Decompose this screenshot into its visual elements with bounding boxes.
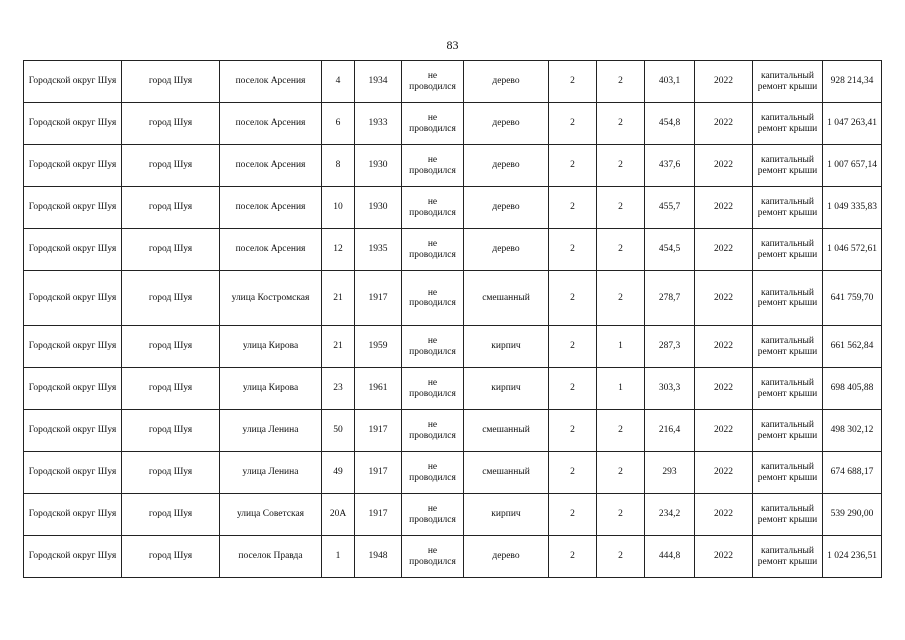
cell-plan-year: 2022 (695, 187, 753, 229)
cell-year-built: 1934 (355, 61, 402, 103)
cell-city: город Шуя (122, 536, 220, 578)
cell-city: город Шуя (122, 452, 220, 494)
cell-floors: 2 (549, 103, 597, 145)
cell-municipality: Городской округ Шуя (24, 368, 122, 410)
cell-plan-year: 2022 (695, 326, 753, 368)
cell-work-type: капитальный ремонт крыши (753, 187, 823, 229)
cell-area: 444,8 (645, 536, 695, 578)
cell-street: улица Советская (220, 494, 322, 536)
cell-house-number: 20А (322, 494, 355, 536)
cell-house-number: 21 (322, 271, 355, 326)
table-row (24, 494, 882, 536)
cell-last-repair: не проводился (402, 103, 464, 145)
cell-entrances: 1 (597, 326, 645, 368)
cell-wall-material: кирпич (464, 326, 549, 368)
cell-entrances: 2 (597, 452, 645, 494)
cell-work-type: капитальный ремонт крыши (753, 536, 823, 578)
cell-year-built: 1948 (355, 536, 402, 578)
cell-street: поселок Арсения (220, 61, 322, 103)
cell-work-type: капитальный ремонт крыши (753, 494, 823, 536)
cell-municipality: Городской округ Шуя (24, 271, 122, 326)
table-row (24, 187, 882, 229)
cell-entrances: 2 (597, 61, 645, 103)
cell-year-built: 1917 (355, 271, 402, 326)
cell-street: поселок Арсения (220, 229, 322, 271)
cell-floors: 2 (549, 229, 597, 271)
cell-house-number: 23 (322, 368, 355, 410)
cell-city: город Шуя (122, 103, 220, 145)
cell-entrances: 2 (597, 410, 645, 452)
cell-wall-material: кирпич (464, 368, 549, 410)
cell-work-type: капитальный ремонт крыши (753, 410, 823, 452)
cell-last-repair: не проводился (402, 536, 464, 578)
cell-plan-year: 2022 (695, 229, 753, 271)
cell-floors: 2 (549, 452, 597, 494)
cell-area: 293 (645, 452, 695, 494)
cell-wall-material: дерево (464, 187, 549, 229)
cell-floors: 2 (549, 326, 597, 368)
cell-plan-year: 2022 (695, 494, 753, 536)
cell-city: город Шуя (122, 494, 220, 536)
cell-cost: 498 302,12 (823, 410, 882, 452)
cell-area: 303,3 (645, 368, 695, 410)
cell-area: 454,5 (645, 229, 695, 271)
cell-last-repair: не проводился (402, 368, 464, 410)
cell-plan-year: 2022 (695, 368, 753, 410)
cell-street: поселок Арсения (220, 103, 322, 145)
cell-city: город Шуя (122, 271, 220, 326)
cell-floors: 2 (549, 187, 597, 229)
cell-house-number: 10 (322, 187, 355, 229)
cell-street: улица Кирова (220, 326, 322, 368)
cell-plan-year: 2022 (695, 410, 753, 452)
cell-plan-year: 2022 (695, 452, 753, 494)
cell-entrances: 1 (597, 368, 645, 410)
cell-year-built: 1930 (355, 145, 402, 187)
cell-work-type: капитальный ремонт крыши (753, 368, 823, 410)
cell-plan-year: 2022 (695, 271, 753, 326)
cell-city: город Шуя (122, 368, 220, 410)
page-number: 83 (446, 38, 459, 52)
cell-year-built: 1917 (355, 410, 402, 452)
cell-floors: 2 (549, 271, 597, 326)
cell-municipality: Городской округ Шуя (24, 145, 122, 187)
cell-cost: 1 024 236,51 (823, 536, 882, 578)
cell-year-built: 1917 (355, 452, 402, 494)
cell-area: 437,6 (645, 145, 695, 187)
housing-repair-table (23, 60, 882, 578)
table-row (24, 410, 882, 452)
table-body (24, 61, 882, 578)
table-row (24, 145, 882, 187)
cell-year-built: 1935 (355, 229, 402, 271)
cell-city: город Шуя (122, 187, 220, 229)
cell-work-type: капитальный ремонт крыши (753, 326, 823, 368)
table-row (24, 452, 882, 494)
cell-entrances: 2 (597, 536, 645, 578)
cell-work-type: капитальный ремонт крыши (753, 452, 823, 494)
cell-wall-material: смешанный (464, 452, 549, 494)
table-row (24, 103, 882, 145)
cell-plan-year: 2022 (695, 103, 753, 145)
cell-work-type: капитальный ремонт крыши (753, 229, 823, 271)
cell-last-repair: не проводился (402, 61, 464, 103)
cell-municipality: Городской округ Шуя (24, 229, 122, 271)
cell-floors: 2 (549, 410, 597, 452)
cell-work-type: капитальный ремонт крыши (753, 103, 823, 145)
cell-municipality: Городской округ Шуя (24, 326, 122, 368)
cell-last-repair: не проводился (402, 494, 464, 536)
cell-cost: 1 046 572,61 (823, 229, 882, 271)
cell-last-repair: не проводился (402, 229, 464, 271)
table-row (24, 61, 882, 103)
cell-last-repair: не проводился (402, 410, 464, 452)
cell-area: 278,7 (645, 271, 695, 326)
cell-year-built: 1959 (355, 326, 402, 368)
cell-entrances: 2 (597, 229, 645, 271)
cell-city: город Шуя (122, 145, 220, 187)
cell-entrances: 2 (597, 494, 645, 536)
cell-area: 234,2 (645, 494, 695, 536)
cell-area: 454,8 (645, 103, 695, 145)
cell-area: 287,3 (645, 326, 695, 368)
cell-entrances: 2 (597, 145, 645, 187)
cell-last-repair: не проводился (402, 187, 464, 229)
cell-street: поселок Арсения (220, 145, 322, 187)
cell-last-repair: не проводился (402, 452, 464, 494)
cell-municipality: Городской округ Шуя (24, 187, 122, 229)
cell-street: улица Костромская (220, 271, 322, 326)
cell-street: улица Кирова (220, 368, 322, 410)
table-row (24, 536, 882, 578)
cell-cost: 539 290,00 (823, 494, 882, 536)
cell-street: поселок Арсения (220, 187, 322, 229)
table-row (24, 271, 882, 326)
cell-wall-material: дерево (464, 229, 549, 271)
cell-work-type: капитальный ремонт крыши (753, 145, 823, 187)
cell-city: город Шуя (122, 61, 220, 103)
cell-year-built: 1917 (355, 494, 402, 536)
cell-municipality: Городской округ Шуя (24, 536, 122, 578)
table-row (24, 368, 882, 410)
cell-entrances: 2 (597, 271, 645, 326)
cell-house-number: 21 (322, 326, 355, 368)
cell-street: поселок Правда (220, 536, 322, 578)
cell-city: город Шуя (122, 326, 220, 368)
table-row (24, 229, 882, 271)
cell-last-repair: не проводился (402, 145, 464, 187)
cell-municipality: Городской округ Шуя (24, 452, 122, 494)
cell-work-type: капитальный ремонт крыши (753, 271, 823, 326)
cell-entrances: 2 (597, 187, 645, 229)
cell-wall-material: дерево (464, 536, 549, 578)
cell-house-number: 50 (322, 410, 355, 452)
cell-wall-material: смешанный (464, 410, 549, 452)
cell-plan-year: 2022 (695, 145, 753, 187)
cell-cost: 928 214,34 (823, 61, 882, 103)
cell-cost: 1 049 335,83 (823, 187, 882, 229)
cell-wall-material: дерево (464, 103, 549, 145)
cell-house-number: 6 (322, 103, 355, 145)
cell-municipality: Городской округ Шуя (24, 103, 122, 145)
cell-house-number: 1 (322, 536, 355, 578)
cell-floors: 2 (549, 368, 597, 410)
cell-area: 403,1 (645, 61, 695, 103)
cell-house-number: 12 (322, 229, 355, 271)
cell-floors: 2 (549, 61, 597, 103)
cell-cost: 1 047 263,41 (823, 103, 882, 145)
cell-last-repair: не проводился (402, 326, 464, 368)
cell-area: 216,4 (645, 410, 695, 452)
cell-city: город Шуя (122, 229, 220, 271)
cell-street: улица Ленина (220, 452, 322, 494)
cell-street: улица Ленина (220, 410, 322, 452)
cell-last-repair: не проводился (402, 271, 464, 326)
cell-cost: 661 562,84 (823, 326, 882, 368)
cell-area: 455,7 (645, 187, 695, 229)
cell-house-number: 49 (322, 452, 355, 494)
cell-year-built: 1930 (355, 187, 402, 229)
cell-house-number: 8 (322, 145, 355, 187)
cell-wall-material: смешанный (464, 271, 549, 326)
cell-entrances: 2 (597, 103, 645, 145)
cell-city: город Шуя (122, 410, 220, 452)
cell-municipality: Городской округ Шуя (24, 494, 122, 536)
cell-wall-material: кирпич (464, 494, 549, 536)
cell-cost: 641 759,70 (823, 271, 882, 326)
cell-floors: 2 (549, 494, 597, 536)
cell-municipality: Городской округ Шуя (24, 61, 122, 103)
table-row (24, 326, 882, 368)
cell-year-built: 1961 (355, 368, 402, 410)
cell-house-number: 4 (322, 61, 355, 103)
cell-cost: 698 405,88 (823, 368, 882, 410)
cell-floors: 2 (549, 536, 597, 578)
cell-cost: 1 007 657,14 (823, 145, 882, 187)
cell-wall-material: дерево (464, 61, 549, 103)
cell-floors: 2 (549, 145, 597, 187)
cell-work-type: капитальный ремонт крыши (753, 61, 823, 103)
cell-plan-year: 2022 (695, 61, 753, 103)
cell-wall-material: дерево (464, 145, 549, 187)
cell-plan-year: 2022 (695, 536, 753, 578)
cell-municipality: Городской округ Шуя (24, 410, 122, 452)
cell-year-built: 1933 (355, 103, 402, 145)
cell-cost: 674 688,17 (823, 452, 882, 494)
